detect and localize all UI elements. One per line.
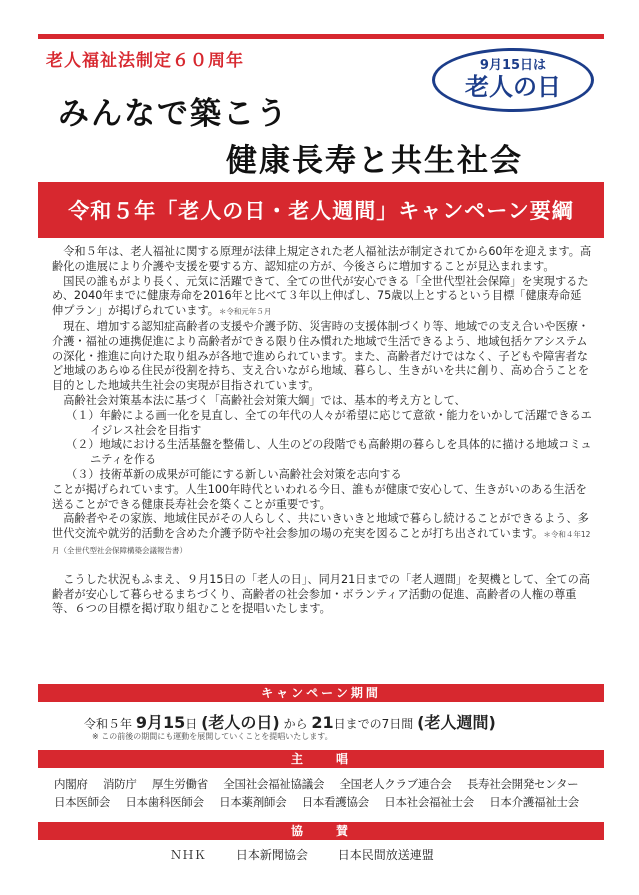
organizer: 消防庁 bbox=[102, 777, 137, 791]
sponsor: 日本民間放送連盟 bbox=[337, 848, 434, 862]
headline-line2: 健康長寿と共生社会 bbox=[226, 143, 523, 179]
organizer: 日本看護協会 bbox=[301, 795, 369, 809]
headline-line1: みんなで築こう bbox=[58, 96, 289, 132]
organizer: 日本医師会 bbox=[54, 795, 110, 809]
paragraph-4: 高齢社会対策基本法に基づく「高齢社会対策大綱」では、基本的考え方として、 bbox=[63, 393, 466, 407]
campaign-period-label: キャンペーン期間 bbox=[38, 684, 604, 702]
body-text bbox=[52, 245, 592, 617]
paragraph-2: 国民の誰もがより長く、元気に活躍できて、全ての世代が安心できる「全世代型社会保障」を実現するため、2040年までに健康寿命を2016年と比べて３年以上伸ばし、75歳以上とするという目標「健康寿命延伸プラン」が掲げられています。＊令和元年５月 bbox=[52, 274, 589, 318]
organizers-row-2 bbox=[54, 794, 591, 810]
organizer: 日本薬剤師会 bbox=[219, 795, 287, 809]
paragraph-3: 現在、増加する認知症高齢者の支援や介護予防、災害時の支援体制づくり等、地域での支え合いや医療・介護・福祉の連携促進により高齢者ができる限り住み慣れた地域で生活できるよう、地域包括ケアシステムの深化・推進に向けた取り組みが各地で進められています。また、高齢者だけではなく、子どもや障害者など地域のあらゆる住民が役割を持ち、支え合いながら地域、暮らし、生きがいを共に創り、高め合うことを目的とした地域共生社会の実現が目指されています。 bbox=[52, 319, 590, 393]
note-reiwa4: ＊令和４年12月（全世代型社会保障構築会議報告書） bbox=[52, 530, 591, 555]
paragraph-7: こうした状況もふまえ、９月15日の「老人の日」、同月21日までの「老人週間」を契機として、全ての高齢者が安心して暮らせるまちづくり、高齢者の社会参加・ボランティア活動の促進、高齢者の人権の尊重等、６つの目標を掲げ取り組むことを提唱いたします。 bbox=[52, 572, 590, 616]
sponsor: 日本新聞協会 bbox=[235, 848, 308, 862]
sponsors-label: 協 賛 bbox=[38, 822, 604, 840]
note-reiwa1: ＊令和元年５月 bbox=[218, 307, 272, 317]
badge-date: 9月15日は bbox=[479, 58, 547, 73]
organizer: 全国社会福祉協議会 bbox=[223, 777, 325, 791]
organizer: 厚生労働省 bbox=[151, 777, 208, 791]
paragraph-6: 高齢者やその家族、地域住民がその人らしく、共にいきいきと地域で暮らし続けることができるよう、多世代交流や就労的活動を含めた介護予防や社会参加の場の充実を図ることが打ち出されています。＊令和４年12月（全世代型社会保障構築会議報告書） bbox=[52, 512, 591, 555]
banner-title: 令和５年「老人の日・老人週間」キャンペーン要綱 bbox=[68, 199, 574, 223]
organizer: 日本介護福祉士会 bbox=[489, 795, 579, 809]
organizer: 全国老人クラブ連合会 bbox=[339, 777, 452, 791]
campaign-banner bbox=[38, 182, 604, 238]
organizers-label: 主 唱 bbox=[38, 750, 604, 768]
policy-item-3: （３）技術革新の成果が可能にする新しい高齢社会対策を志向する bbox=[66, 467, 402, 481]
badge-title: 老人の日 bbox=[465, 73, 561, 101]
organizer: 内閣府 bbox=[54, 777, 88, 791]
sponsor: ＮＨＫ bbox=[170, 848, 207, 862]
organizers-row-1 bbox=[54, 776, 590, 792]
paragraph-5: ことが掲げられています。人生100年時代といわれる今日、誰もが健康で安心して、生きがいのある生活を送ることができる健康長寿社会を築くことが重要です。 bbox=[52, 482, 587, 511]
policy-item-2: （２）地域における生活基盤を整備し、人生のどの段階でも高齢期の暮らしを具体的に描ける地域コミュニティを作る bbox=[66, 438, 592, 467]
organizer: 日本歯科医師会 bbox=[125, 795, 204, 809]
anniversary-title: 老人福祉法制定６０周年 bbox=[46, 51, 244, 71]
campaign-period: 令和５年 9月15日 (老人の日) から 21日までの7日間 (老人週間) bbox=[84, 713, 496, 732]
organizer: 日本社会福祉士会 bbox=[384, 795, 474, 809]
top-rule bbox=[38, 34, 604, 39]
organizer: 長寿社会開発センター bbox=[466, 777, 579, 791]
respect-day-badge bbox=[432, 48, 594, 112]
policy-item-1: （１）年齢による画一化を見直し、全ての年代の人々が希望に応じて意欲・能力をいかして活躍できるエイジレス社会を目指す bbox=[66, 408, 592, 437]
campaign-period-note: ※ この前後の期間にも運動を展開していくことを提唱いたします。 bbox=[92, 732, 333, 741]
paragraph-1: 令和５年は、老人福祉に関する原理が法律上規定された老人福祉法が制定されてから60年を迎えます。高齢化の進展により介護や支援を要する方、認知症の方が、今後さらに増加することが見込まれます。 bbox=[52, 245, 592, 273]
sponsors-row bbox=[170, 846, 460, 863]
